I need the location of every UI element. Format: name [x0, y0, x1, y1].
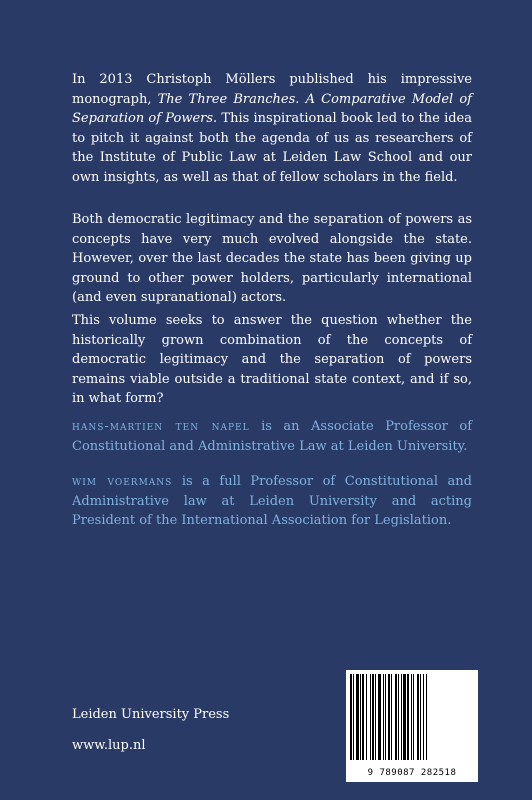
author-bio-1-text: is an Associate Professor of Constitutional and Administrative Law at Leiden University. — [72, 419, 473, 454]
author-name-1: hans-martien ten napel — [72, 419, 250, 434]
blurb-paragraph-3: This volume seeks to answer the question whether the historically grown combination of the concepts of democratic legitimacy and the separation of powers remains viable outside a traditional state context, and if so, in what form? — [72, 313, 472, 406]
blurb-paragraph-2: Both democratic legitimacy and the separation of powers as concepts have very much evolved alongside the state. However, over the last decades the state has been giving up ground to other power holders, particularly international (and even supranational) actors. — [72, 212, 472, 305]
author-bio-2-text: is a full Professor of Constitutional and Administrative law at Leiden University and acting President of the International Association for Legislation. — [72, 474, 472, 528]
isbn-barcode — [346, 670, 478, 782]
blurb-paragraph-1-text-a: In 2013 Christoph Möllers published his impressive monograph, — [72, 72, 472, 107]
book-title-reference: The Three Branches. A Comparative Model of Separation of Powers. — [72, 91, 472, 126]
publisher-name: Leiden University Press — [72, 707, 230, 722]
publisher-website: www.lup.nl — [72, 738, 146, 753]
isbn-number: 9 789087 282518 — [367, 768, 457, 778]
author-name-2: wim voermans — [72, 474, 173, 489]
barcode-gap — [427, 674, 428, 760]
author-bio-1 — [72, 417, 472, 456]
author-bio-2 — [72, 472, 472, 531]
blurb-paragraph-1-text-b: This inspirational book led to the idea to pitch it against both the agenda of us as researchers of the Institute of Public Law at Leiden Law School and our own insights, as well as that of fellow scholars in the field. — [72, 111, 472, 185]
barcode-bars — [350, 674, 474, 760]
blurb-paragraph-1 — [72, 70, 472, 187]
